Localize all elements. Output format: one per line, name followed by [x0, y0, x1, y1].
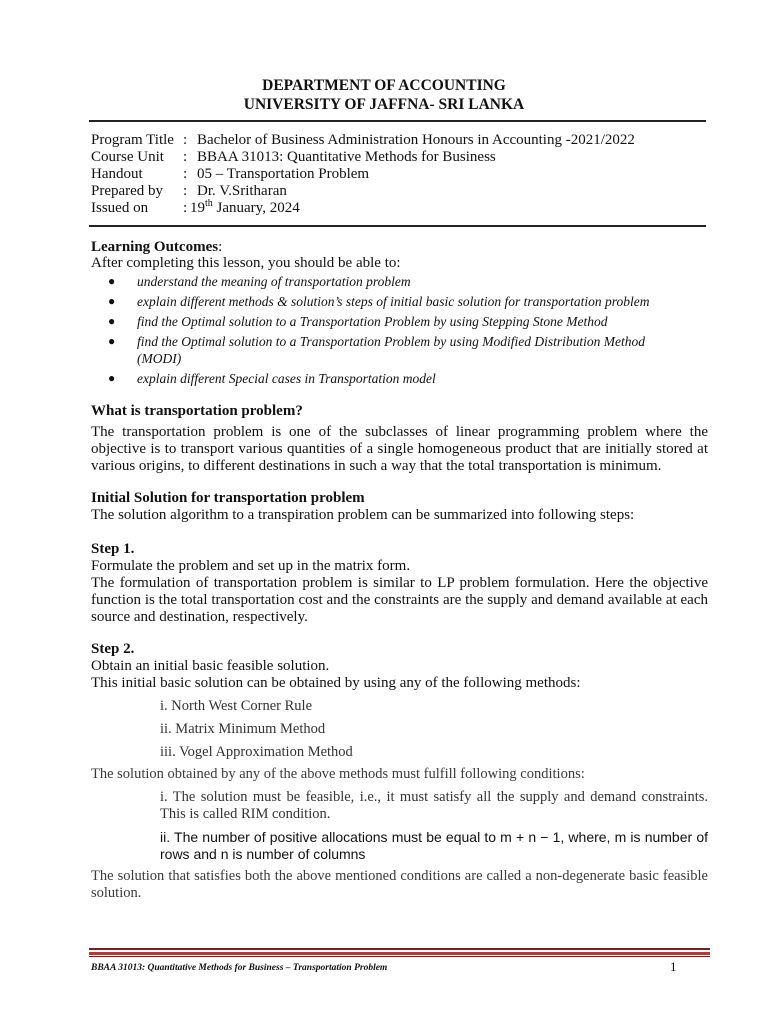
- department-title: DEPARTMENT OF ACCOUNTING: [262, 77, 506, 94]
- list-item: ● find the Optimal solution to a Transportation Problem by using Modified Distribution Method (MODI): [108, 334, 646, 366]
- university-title: UNIVERSITY OF JAFFNA- SRI LANKA: [243, 96, 525, 113]
- list-item: ● explain different methods & solution’s steps of initial basic solution for transportation problem: [108, 294, 650, 309]
- method-item: i. North West Corner Rule: [160, 698, 313, 714]
- footer-rule: [89, 948, 710, 950]
- footer-title: BBAA 31013: Quantitative Methods for Business – Transportation Problem: [91, 963, 388, 973]
- condition-item: ii. The number of positive allocations must be equal to m + n − 1, where, m is number of rows and n is number of columns: [160, 829, 708, 862]
- list-item: ● understand the meaning of transportation problem: [108, 274, 411, 289]
- meta-prepared-by: Prepared by : Dr. V.Sritharan: [91, 183, 287, 199]
- conclusion-text: The solution that satisfies both the above mentioned conditions are called a non-degenerate basic feasible solution.: [91, 868, 708, 901]
- footer-rule: [89, 952, 710, 955]
- list-item: ● explain different Special cases in Transportation model: [108, 371, 436, 386]
- step2-line1: Obtain an initial basic feasible solution.: [91, 658, 330, 674]
- step1-line1: Formulate the problem and set up in the matrix form.: [91, 558, 411, 574]
- method-item: ii. Matrix Minimum Method: [160, 721, 326, 737]
- step1-body: The formulation of transportation problem is similar to LP problem formulation. Here the objective function is the total transportation cost and the constraints are the supply and demand available at each source and destination, respectively.: [91, 575, 708, 625]
- initial-solution-heading: Initial Solution for transportation problem: [91, 490, 365, 506]
- what-is-body: The transportation problem is one of the subclasses of linear programming problem where the objective is to transport various quantities of a single homogeneous product that are initially stored at various origins, to different destinations in such a way that the total transportation is minimum.: [91, 424, 708, 474]
- list-item: ● find the Optimal solution to a Transportation Problem by using Stepping Stone Method: [108, 314, 608, 329]
- learning-outcomes-list: [108, 273, 708, 387]
- footer-rule: [89, 956, 710, 957]
- step2-line2: This initial basic solution can be obtained by using any of the following methods:: [91, 675, 581, 691]
- initial-solution-body: The solution algorithm to a transpiration problem can be summarized into following steps:: [91, 507, 635, 523]
- header-rule: [89, 120, 706, 122]
- step2-heading: Step 2.: [91, 641, 135, 657]
- meta-course-unit: Course Unit : BBAA 31013: Quantitative Methods for Business: [91, 149, 496, 165]
- meta-handout: Handout : 05 – Transportation Problem: [91, 166, 370, 182]
- what-is-heading: What is transportation problem?: [91, 403, 303, 419]
- page-number: 1: [670, 959, 677, 974]
- meta-rule: [89, 225, 706, 227]
- step1-heading: Step 1.: [91, 541, 135, 557]
- conditions-intro: The solution obtained by any of the above methods must fulfill following conditions:: [91, 766, 585, 782]
- meta-issued-on: Issued on : 19th January, 2024: [91, 198, 300, 216]
- method-item: iii. Vogel Approximation Method: [160, 744, 353, 760]
- condition-item: i. The solution must be feasible, i.e., it must satisfy all the supply and demand constraints. This is called RIM condition.: [160, 789, 708, 822]
- learning-outcomes-intro: After completing this lesson, you should be able to:: [91, 255, 401, 271]
- meta-program-title: Program Title : Bachelor of Business Administration Honours in Accounting -2021/2022: [91, 132, 635, 148]
- learning-outcomes-heading: Learning Outcomes:: [91, 239, 223, 255]
